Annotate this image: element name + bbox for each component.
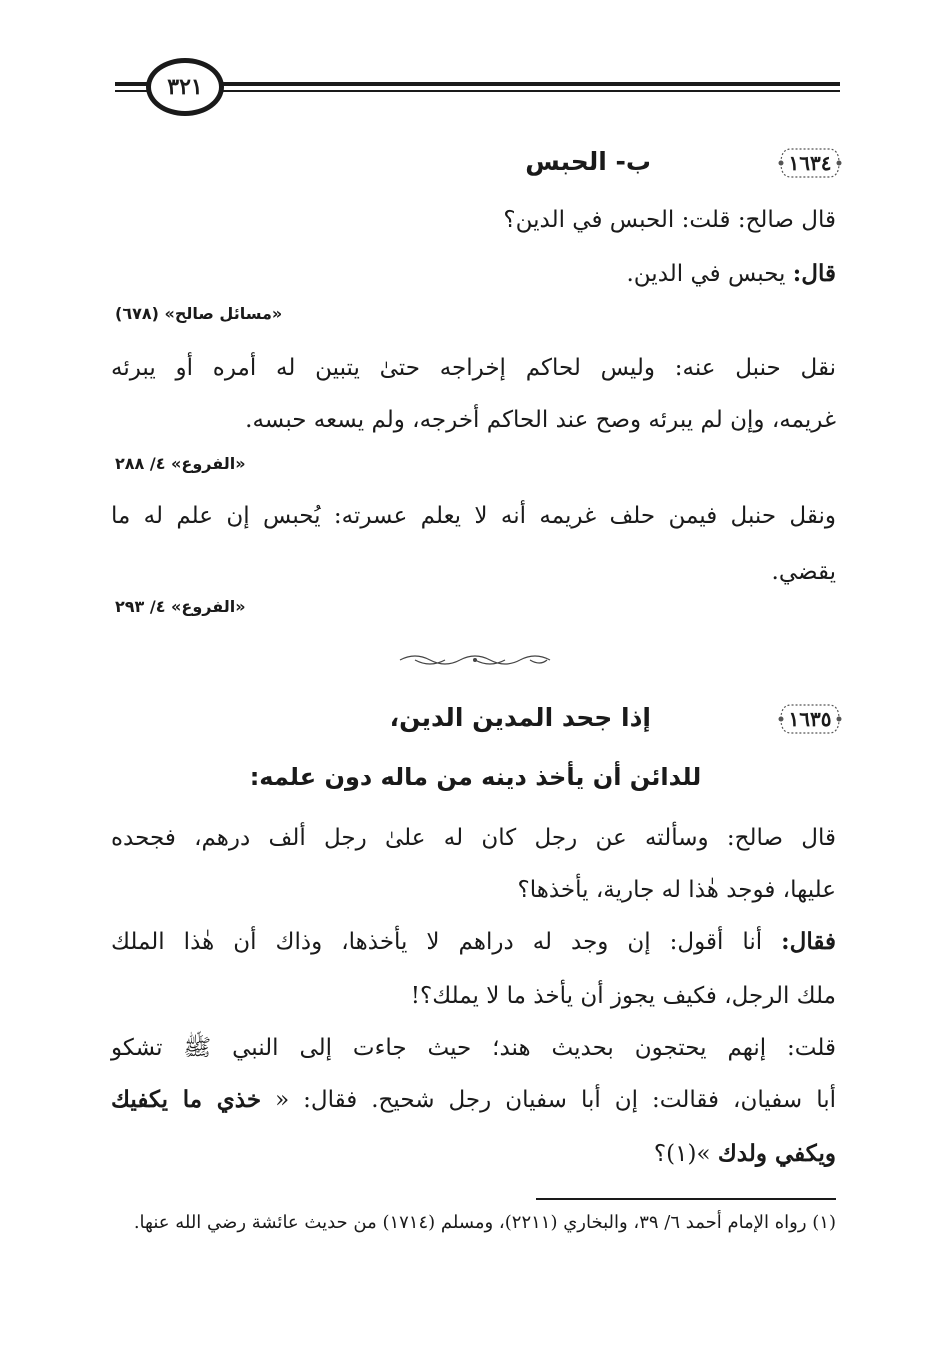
text-line: عليها، فوجد هٰذا له جارية، يأخذها؟ [517, 877, 836, 903]
ornament-divider-icon [395, 650, 555, 670]
page-number-badge [146, 58, 224, 116]
text-line: ملك الرجل، فكيف يجوز أن يأخذ ما لا يملك؟! [410, 983, 836, 1009]
page-number: ٣٢١ [167, 74, 203, 100]
section-title: ب- الحبس [525, 147, 651, 176]
text-line: قال صالح: وسألته عن رجل كان له علىٰ رجل ألف درهم، فجحده [111, 825, 836, 851]
text-line: ونقل حنبل فيمن حلف غريمه أنه لا يعلم عسرته: يُحبس إن علم له ما [111, 503, 836, 529]
section-number-marker [777, 143, 843, 183]
text-line [111, 1080, 836, 1120]
text-span: »(١)؟ [653, 1141, 718, 1167]
section-number: ١٦٣٤ [788, 151, 832, 175]
speaker-label: فقال: [781, 928, 836, 955]
text-line [111, 1134, 836, 1174]
section-title: إذا جحد المدين الدين، [389, 703, 651, 732]
text-line [111, 254, 836, 294]
header-rule [115, 90, 840, 92]
reference-citation: «الفروع» ٤/ ٢٩٣ [115, 597, 246, 616]
reference-citation: «مسائل صالح» (٦٧٨) [115, 304, 283, 323]
text-line: يقضي. [771, 559, 836, 585]
hadith-quote: خذي ما يكفيك [111, 1086, 262, 1113]
text-line: غريمه، وإن لم يبرئه وصح عند الحاكم أخرجه، ولم يسعه حبسه. [245, 407, 836, 433]
footnote: (١) رواه الإمام أحمد ٦/ ٣٩، والبخاري (٢٢١١)، ومسلم (١٧١٤) من حديث عائشة رضي الله عنها. [133, 1212, 836, 1233]
text-span: أبا سفيان، فقالت: إن أبا سفيان رجل شحيح. فقال: « [261, 1087, 836, 1113]
footnote-rule [536, 1198, 836, 1200]
speaker-label: قال: [792, 260, 836, 287]
section-number-marker [777, 699, 843, 739]
text-span: أنا أقول: إن وجد له دراهم لا يأخذها، وذاك أن هٰذا الملك [111, 929, 782, 955]
text-span: يحبس في الدين. [626, 261, 793, 287]
reference-citation: «الفروع» ٤/ ٢٨٨ [115, 454, 246, 473]
text-line: قلت: إنهم يحتجون بحديث هند؛ حيث جاءت إلى النبي ﷺ تشكو [111, 1035, 836, 1061]
text-line [111, 922, 836, 962]
section-number: ١٦٣٥ [788, 707, 832, 731]
hadith-quote: ويكفي ولدك [717, 1140, 836, 1167]
text-line: نقل حنبل عنه: وليس لحاكم إخراجه حتىٰ يتبين له أمره أو يبرئه [111, 355, 836, 381]
text-line: قال صالح: قلت: الحبس في الدين؟ [503, 207, 836, 233]
section-subtitle: للدائن أن يأخذ دينه من ماله دون علمه: [249, 763, 702, 791]
